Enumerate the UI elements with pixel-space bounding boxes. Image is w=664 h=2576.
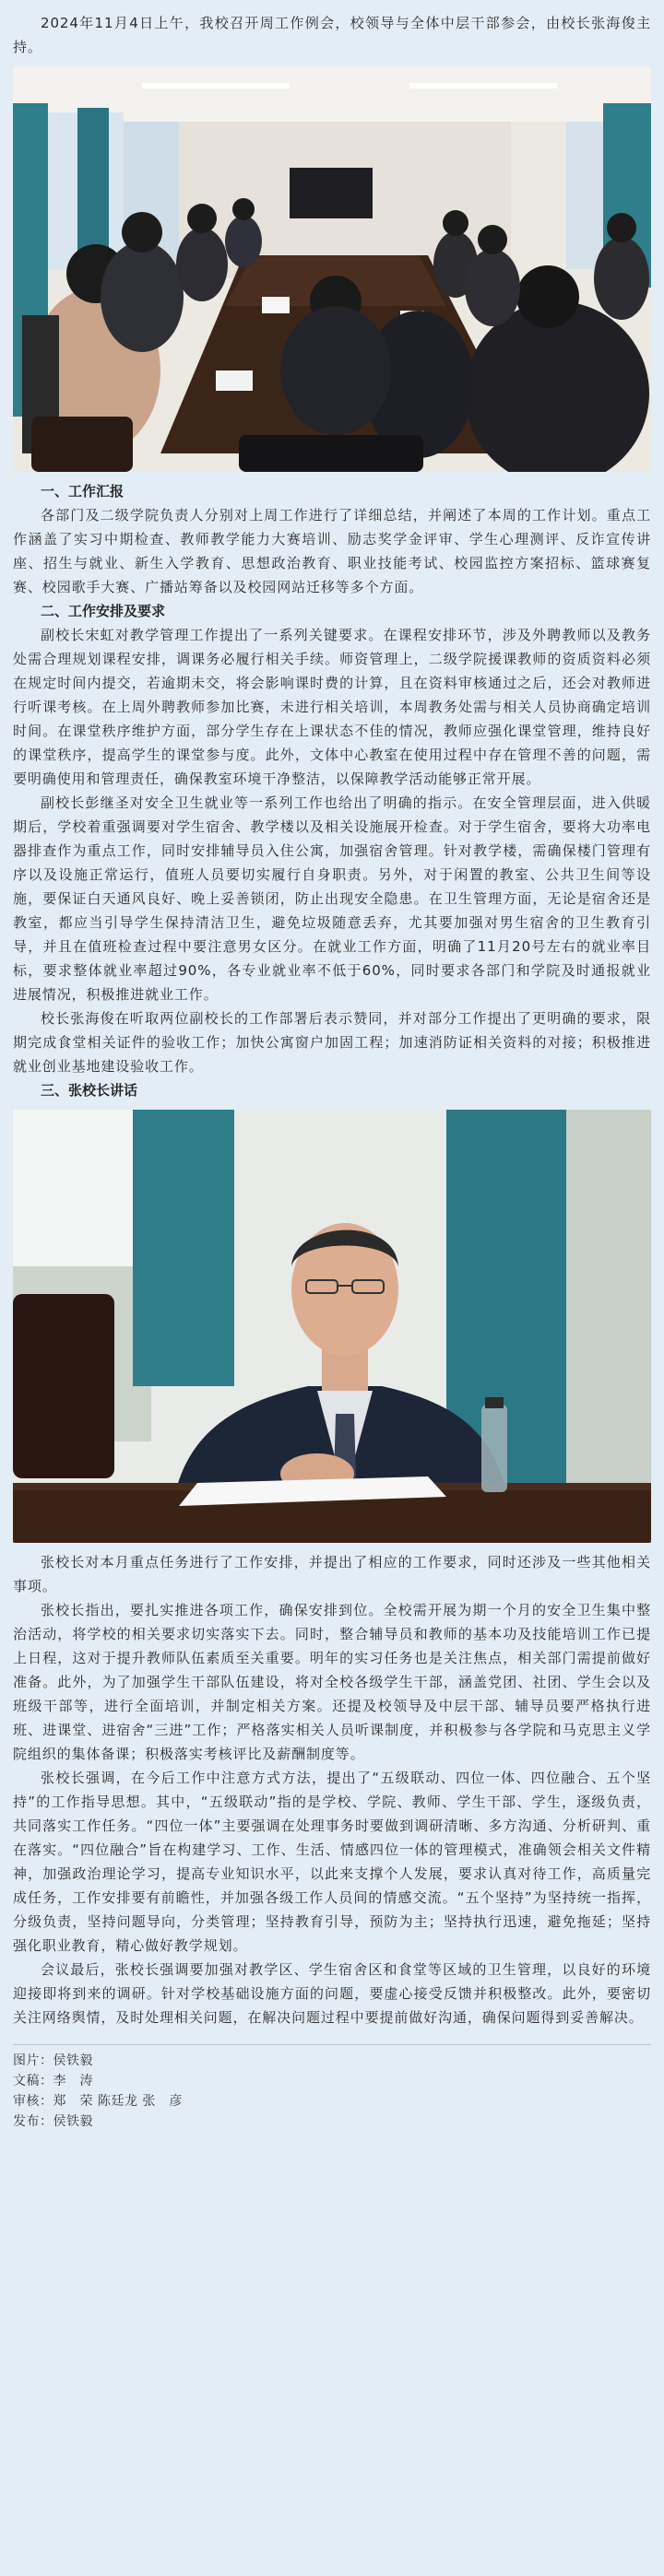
section-title-1: 一、工作汇报 bbox=[41, 483, 125, 500]
credit-publish: 发布：侯铁毅 bbox=[13, 2114, 93, 2129]
credit-photo: 图片：侯铁毅 bbox=[13, 2053, 93, 2068]
section-3-paragraph-2: 张校长指出，要扎实推进各项工作，确保安排到位。全校需开展为期一个月的安全卫生集中整治活动，将学校的相关要求切实落实下去。同时，整合辅导员和教师的基本功及技能培训工作已提上日程，这对于提升教师队伍素质至关重要。明年的实习任务也是关注焦点，相关部门需提前做好准备。此外，为了加强学生干部队伍建设，将对全校各级学生干部，涵盖党团、社团、学生会以及班级干部等，进行全面培训，并制定相关方案。还提及校领导及中层干部、辅导员要严格执行进班、进课堂、进宿舍“三进”工作；严格落实相关人员听课制度，并积极参与各学院和马克思主义学院组织的集体备课；积极落实考核评比及薪酬制度等。 bbox=[13, 1602, 651, 1762]
section-3-paragraph-3: 张校长强调，在今后工作中注意方式方法，提出了“五级联动、四位一体、四位融合、五个坚持”的工作指导思想。其中，“五级联动”指的是学校、学院、教师、学生干部、学生，逐级负责，共同落实工作任务。“四位一体”主要强调在处理事务时要做到调研清晰、多方沟通、分析研判、重在落实。“四位融合”旨在构建学习、工作、生活、情感四位一体的管理模式，准确领会相关文件精神，加强政治理论学习，提高专业知识水平，以此来支撑个人发展，要求认真对待工作，高质量完成任务，工作安排要有前瞻性，并加强各级工作人员间的情感交流。“五个坚持”为坚持统一指挥，分级负责，坚持问题导向，分类管理；坚持教育引导，预防为主；坚持执行迅速，避免拖延；坚持强化职业教育，精心做好教学规划。 bbox=[13, 1770, 651, 1954]
section-3-paragraph-1: 张校长对本月重点任务进行了工作安排，并提出了相应的工作要求，同时还涉及一些其他相关事项。 bbox=[13, 1554, 651, 1594]
section-2-paragraph-2: 副校长彭继圣对安全卫生就业等一系列工作也给出了明确的指示。在安全管理层面，进入供暖期后，学校着重强调要对学生宿舍、教学楼以及相关设施展开检查。对于学生宿舍，要将大功率电器排查作为重点工作，同时安排辅导员入住公寓，加强宿舍管理。针对教学楼，需确保楼门管理有序以及设施正常运行，值班人员要切实履行自身职责。另外，对于闲置的教室、公共卫生间等设施，要保证白天通风良好、晚上妥善锁闭，防止出现安全隐患。在卫生管理方面，无论是宿舍还是教室，都应当引导学生保持清洁卫生，避免垃圾随意丢弃，尤其要加强对男生宿舍的卫生教育引导，并且在值班检查过程中要注意男女区分。在就业工作方面，明确了11月20号左右的就业率目标，要求整体就业率超过90%，各专业就业率不低于60%，同时要求各部门和学院及时通报就业进展情况，积极推进就业工作。 bbox=[13, 794, 651, 1003]
section-2-paragraph-3: 校长张海俊在听取两位副校长的工作部署后表示赞同，并对部分工作提出了更明确的要求，限期完成食堂相关证件的验收工作；加快公寓窗户加固工程；加速消防证相关资料的对接；积极推进就业创业基地建设验收工作。 bbox=[13, 1010, 651, 1075]
section-3-paragraph-4: 会议最后，张校长强调要加强对教学区、学生宿舍区和食堂等区域的卫生管理，以良好的环境迎接即将到来的调研。针对学校基础设施方面的问题，要虚心接受反馈并积极整改。此外，要密切关注网络舆情，及时处理相关问题，在解决问题过程中要提前做好沟通，确保问题得到妥善解决。 bbox=[13, 1961, 651, 2026]
credit-review: 审核：郑 荣 陈廷龙 张 彦 bbox=[13, 2094, 183, 2109]
section-title-2: 二、工作安排及要求 bbox=[41, 603, 166, 619]
meeting-room-photo bbox=[13, 66, 651, 472]
section-1-paragraph: 各部门及二级学院负责人分别对上周工作进行了详细总结，并阐述了本周的工作计划。重点工作涵盖了实习中期检查、教师教学能力大赛培训、励志奖学金评审、学生心理测评、反诈宣传讲座、招生与就业、新生入学教育、思想政治教育、职业技能考试、校园监控方案招标、篮球赛复赛、校园歌手大赛、广播站筹备以及校园网站迁移等多个方面。 bbox=[13, 507, 651, 595]
divider bbox=[13, 2044, 651, 2045]
speaker-portrait-photo bbox=[13, 1110, 651, 1543]
section-title-3: 三、张校长讲话 bbox=[41, 1082, 138, 1099]
intro-paragraph: 2024年11月4日上午，我校召开周工作例会，校领导与全体中层干部参会，由校长张海俊主持。 bbox=[13, 15, 651, 55]
section-2-paragraph-1: 副校长宋虹对教学管理工作提出了一系列关键要求。在课程安排环节，涉及外聘教师以及教务处需合理规划课程安排，调课务必履行相关手续。师资管理上，二级学院援课教师的资质资料必须在规定时间内提交，若逾期未交，将会影响课时费的计算，且在资料审核通过之后，还会对教师进行听课考核。在上周外聘教师参加比赛，未进行相关培训，本周教务处需与相关人员协商确定培训时间。在课堂秩序维护方面，部分学生存在上课状态不佳的情况，教师应强化课堂管理，维持良好的课堂秩序，提高学生的课堂参与度。此外，文体中心教室在使用过程中存在管理不善的问题，需要明确使用和管理责任，确保教室环境干净整洁，以保障教学活动能够正常开展。 bbox=[13, 627, 651, 787]
credit-text: 文稿：李 涛 bbox=[13, 2074, 93, 2088]
credits-block bbox=[0, 2044, 664, 2132]
